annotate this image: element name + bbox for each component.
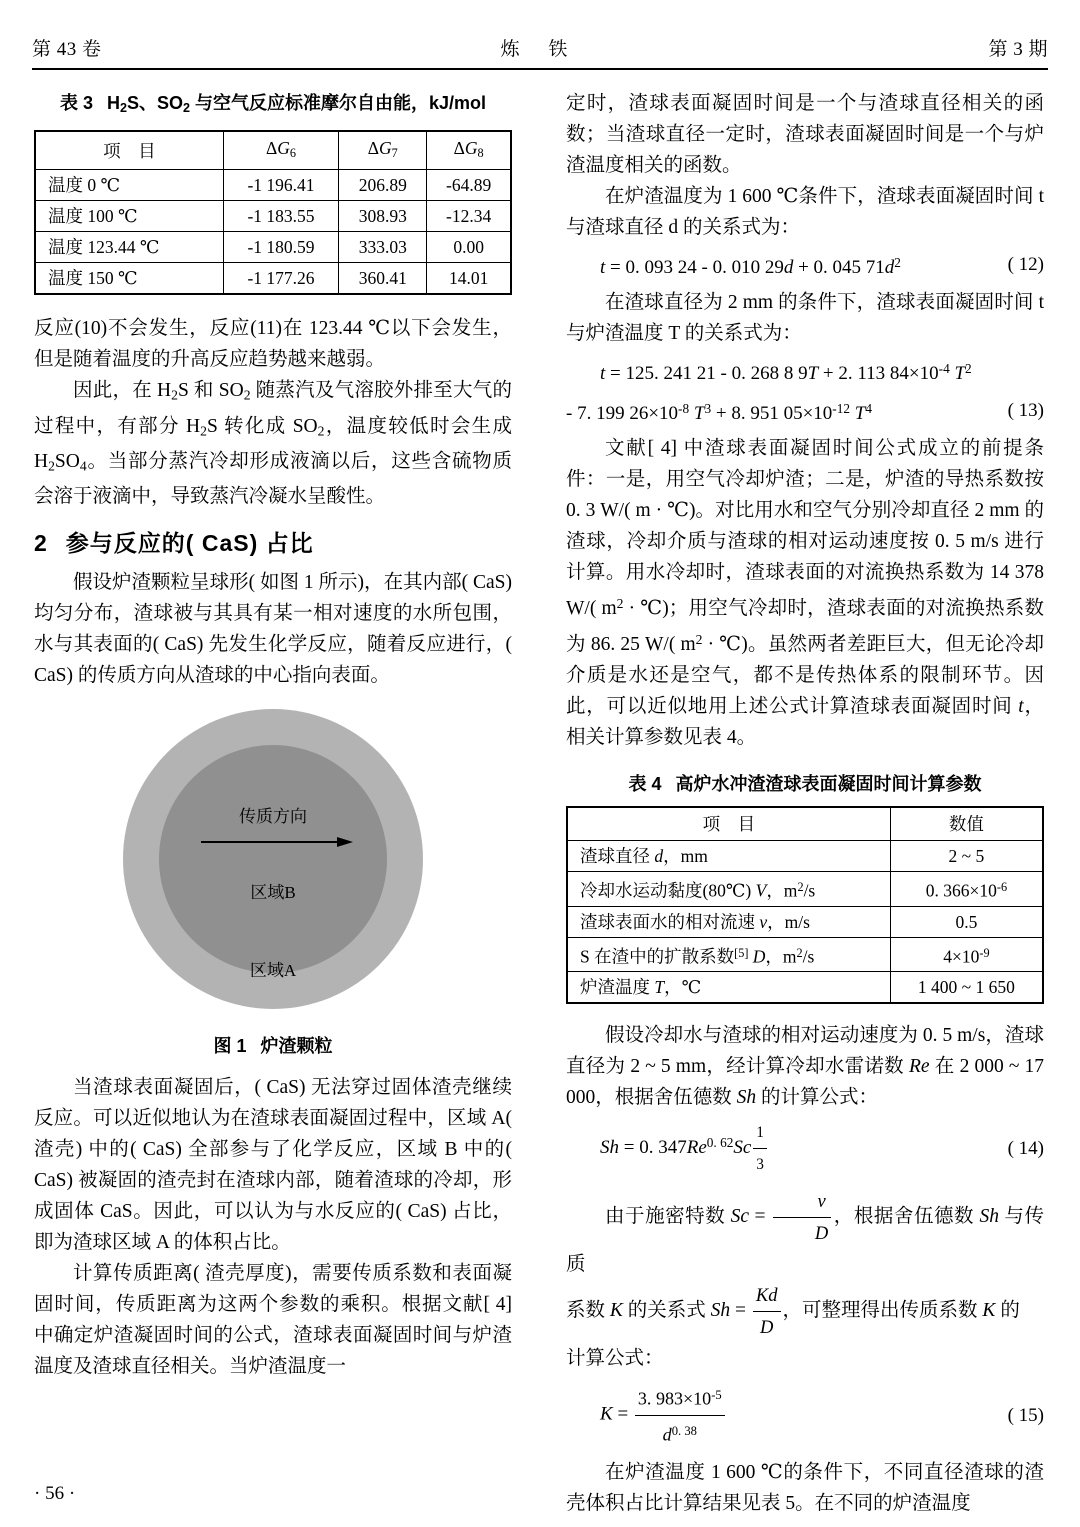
header-rule: [32, 68, 1048, 70]
table4-cell: 0. $366\times 10^{-6}$: [890, 872, 1042, 907]
table3-caption-text: $H_2S$、$SO_2$ 与空气反应标准摩尔自由能，kJ/mol: [106, 93, 487, 116]
figure-1-caption-number: 图 1: [213, 1036, 247, 1057]
section-title: 参与反应的( CaS) 占比: [65, 530, 314, 557]
paragraph: 反应(10)不会发生，反应(11)在 123.44 ℃以下会发生，但是随着温度的升高反应趋势越来越弱。: [34, 318, 512, 371]
table3-header-cell: $\Delta G_8$: [427, 132, 510, 170]
table4-header-cell: 项 目: [568, 808, 890, 841]
table4-cell: 0.5: [890, 906, 1042, 937]
table3: [34, 130, 512, 295]
arrow-icon: [201, 837, 353, 847]
table3-caption-number: 表 3: [59, 93, 93, 113]
table3-cell: -1 183.55: [223, 201, 338, 232]
paragraph: 假设冷却水与渣球的相对运动速度为 0. 5 m/s，渣球直径为 2 ~ 5 mm，经计算冷却水雷诺数 Re 在 2 000 ~ 17 000，根据舍伍德数 Sh 的计算公式：: [566, 1025, 1044, 1109]
table3-cell: -1 196.41: [223, 170, 338, 201]
table-row: [568, 841, 1042, 872]
table4-cell: 渣球直径 d，mm: [568, 841, 890, 872]
equation-14-tag: ( 14): [1007, 1138, 1044, 1160]
equation-13-line2: - 7. 199 $26\times 10^{-8}$ $T^3 + 8$. 951 $05\times 10^{-12}$ $T^4$: [566, 400, 873, 424]
table3-cell: -1 180.59: [223, 232, 338, 263]
table3-cell: -1 177.26: [223, 263, 338, 294]
table-row: [568, 972, 1042, 1003]
equation-14-body: Sh = 0. $347Re^{0. 62}Sc$ $\frac{1}{3}$: [566, 1117, 980, 1180]
table3-cell: 0.00: [427, 232, 510, 263]
paragraph: 假设炉渣颗粒呈球形( 如图 1 所示)，在其内部( CaS) 均匀分布，渣球被与其具有某一相对速度的水所包围，水与其表面的( CaS) 先发生化学反应，随着反应进行，( CaS) 的传质方向从渣球的中心指向表面。: [34, 572, 512, 687]
equation-12-body: t = 0. 093 24 - 0. 010 29d + 0. 045 $71d^2$: [600, 255, 901, 278]
zone-b-circle: [159, 745, 387, 973]
table3-cell: 308.93: [339, 201, 427, 232]
paragraph: 定时，渣球表面凝固时间是一个与渣球直径相关的函数；当渣球直径一定时，渣球表面凝固时间是一个与炉渣温度相关的函数。: [566, 93, 1044, 176]
paragraph: 系数 K 的关系式 Sh = $\frac{Kd}{D}$ ，可整理得出传质系数 K 的: [566, 1280, 1044, 1343]
table3-cell: 360.41: [339, 263, 427, 294]
right-column: [566, 88, 1044, 1519]
paragraph: 在炉渣温度 1 600 ℃的条件下，不同直径渣球的渣壳体积占比计算结果见表 5。在不同的炉渣温度: [566, 1461, 1044, 1514]
table-row: [36, 232, 510, 263]
paragraph: 当渣球表面凝固后，( CaS) 无法穿过固体渣壳继续反应。可以近似地认为在渣球表面凝固过程中，区域 A( 渣壳) 中的( CaS) 全部参与了化学反应，区域 B 中的( CaS) 被凝固的渣壳封在渣球内部，随着渣球的冷却，形成固体 CaS。因此，可以认为与水反应的( CaS) 占比，即为渣球区域 A 的体积占比。: [34, 1077, 512, 1254]
paragraph: 因此，在 $H_2S$ 和 $SO_2$ 随蒸汽及气溶胶外排至大气的过程中，有部分 $H_2S$ 转化成 $SO_2$，温度较低时会生成 $H_2SO_4$。当部分蒸汽冷却形成液滴以后，这些含硫物质会溶于液滴中，导致蒸汽冷凝水呈酸性。: [34, 380, 512, 508]
equation-13-tag: ( 13): [1007, 400, 1044, 422]
left-column: [34, 88, 512, 1382]
mass-transfer-direction-label: 传质方向: [239, 807, 307, 827]
equation-12: [566, 247, 1044, 283]
equation-15: [566, 1380, 1044, 1450]
section-number: 2: [34, 530, 48, 557]
table4-header-cell: 数值: [890, 808, 1042, 841]
table3-header-cell: $\Delta G_6$: [223, 132, 338, 170]
table-row: [568, 872, 1042, 907]
equation-12-tag: ( 12): [1007, 254, 1044, 276]
table4-caption-text: 高炉水冲渣渣球表面凝固时间计算参数: [675, 774, 982, 795]
table3-header-cell: 项 目: [36, 132, 223, 170]
paragraph: 计算公式：: [566, 1348, 664, 1370]
table3-cell: -64.89: [427, 170, 510, 201]
section-heading: [34, 528, 512, 559]
table-row: [36, 170, 510, 201]
equation-13-line1: t = 125. 241 21 - 0. 268 8 9T + 2. 113 $84\times 10^{-4}$ $T^2$: [600, 360, 972, 384]
table4-caption-number: 表 4: [628, 774, 662, 795]
running-header: [32, 34, 1048, 61]
equation-14: [566, 1117, 1044, 1180]
table3-caption: [34, 88, 512, 124]
table4-caption: [566, 769, 1044, 800]
zone-a-label: 区域A: [249, 961, 297, 981]
table4-cell: 2 ~ 5: [890, 841, 1042, 872]
figure-1: [34, 709, 512, 1062]
table3-cell: 温度 0 ℃: [36, 170, 223, 201]
zone-b-label: 区域B: [250, 883, 296, 903]
journal-title: 炼 铁: [500, 39, 580, 60]
table-row: [568, 906, 1042, 937]
table3-header-cell: $\Delta G_7$: [339, 132, 427, 170]
table3-cell: 14.01: [427, 263, 510, 294]
table3-cell: 温度 150 ℃: [36, 263, 223, 294]
table3-cell: 206.89: [339, 170, 427, 201]
table3-cell: 333.03: [339, 232, 427, 263]
table4-cell: $4\times 10^{-9}$: [890, 937, 1042, 972]
paragraph: 在渣球直径为 2 mm 的条件下，渣球表面凝固时间 t 与炉渣温度 T 的关系式为：: [566, 291, 1044, 344]
table3-cell: -12.34: [427, 201, 510, 232]
table4-cell: 炉渣温度 T，℃: [568, 972, 890, 1003]
table-row: [36, 263, 510, 294]
table4-cell: 冷却水运动黏度(80℃) V，$m^2/s$: [568, 872, 890, 907]
figure-1-diagram: [123, 709, 423, 1009]
equation-15-body: K = $\frac{3. 983\times 10^{-5}}{d^{0. 38}}$: [566, 1380, 980, 1450]
equation-13: [566, 353, 1044, 429]
page-number: · 56 ·: [34, 1483, 76, 1504]
table-row: [36, 201, 510, 232]
table4: [566, 806, 1044, 1004]
equation-15-tag: ( 15): [1007, 1404, 1044, 1426]
table4-cell: S 在渣中的扩散系数[5] D，$m^2/s$: [568, 937, 890, 972]
figure-1-caption-text: 炉渣颗粒: [260, 1036, 333, 1057]
table3-cell: 温度 123.44 ℃: [36, 232, 223, 263]
table-row: [568, 937, 1042, 972]
paragraph: 由于施密特数 Sc = $\frac{\nu}{D}$ ，根据舍伍德数 Sh 与传质: [566, 1186, 1044, 1280]
paragraph: 文献[ 4] 中渣球表面凝固时间公式成立的前提条件：一是，用空气冷却炉渣；二是，炉渣的导热系数按 0. 3 W/( m · ℃)。对比用水和空气分别冷却直径 2 mm 的渣球，冷却介质与渣球的相对运动速度按 0. 5 m/s 进行计算。用水冷却时，渣球表面的对流换热系数为 14 378 W/( $m^2$ · ℃)；用空气冷却时，渣球表面的对流换热系数为 86. 25 W/( $m^2$ · ℃)。虽然两者差距巨大，但无论冷却介质是水还是空气，都不是传热体系的限制环节。因此，可以近似地用上述公式计算渣球表面凝固时间 t，相关计算参数见表 4。: [566, 437, 1044, 749]
table4-cell: 1 400 ~ 1 650: [890, 972, 1042, 1003]
paragraph: 在炉渣温度为 1 600 ℃条件下，渣球表面凝固时间 t 与渣球直径 d 的关系式为：: [566, 186, 1044, 238]
figure-1-caption: [34, 1031, 512, 1062]
issue-label: 第 3 期: [988, 39, 1048, 60]
paragraph: 计算传质距离( 渣壳厚度)，需要传质系数和表面凝固时间，传质距离为这两个参数的乘积。根据文献[ 4] 中确定炉渣凝固时间的公式，渣球表面凝固时间与炉渣温度及渣球直径相关。当炉渣温度一: [34, 1263, 512, 1378]
volume-label: 第 43 卷: [32, 39, 102, 60]
table4-cell: 渣球表面水的相对流速 ν，m/s: [568, 906, 890, 937]
table3-cell: 温度 100 ℃: [36, 201, 223, 232]
